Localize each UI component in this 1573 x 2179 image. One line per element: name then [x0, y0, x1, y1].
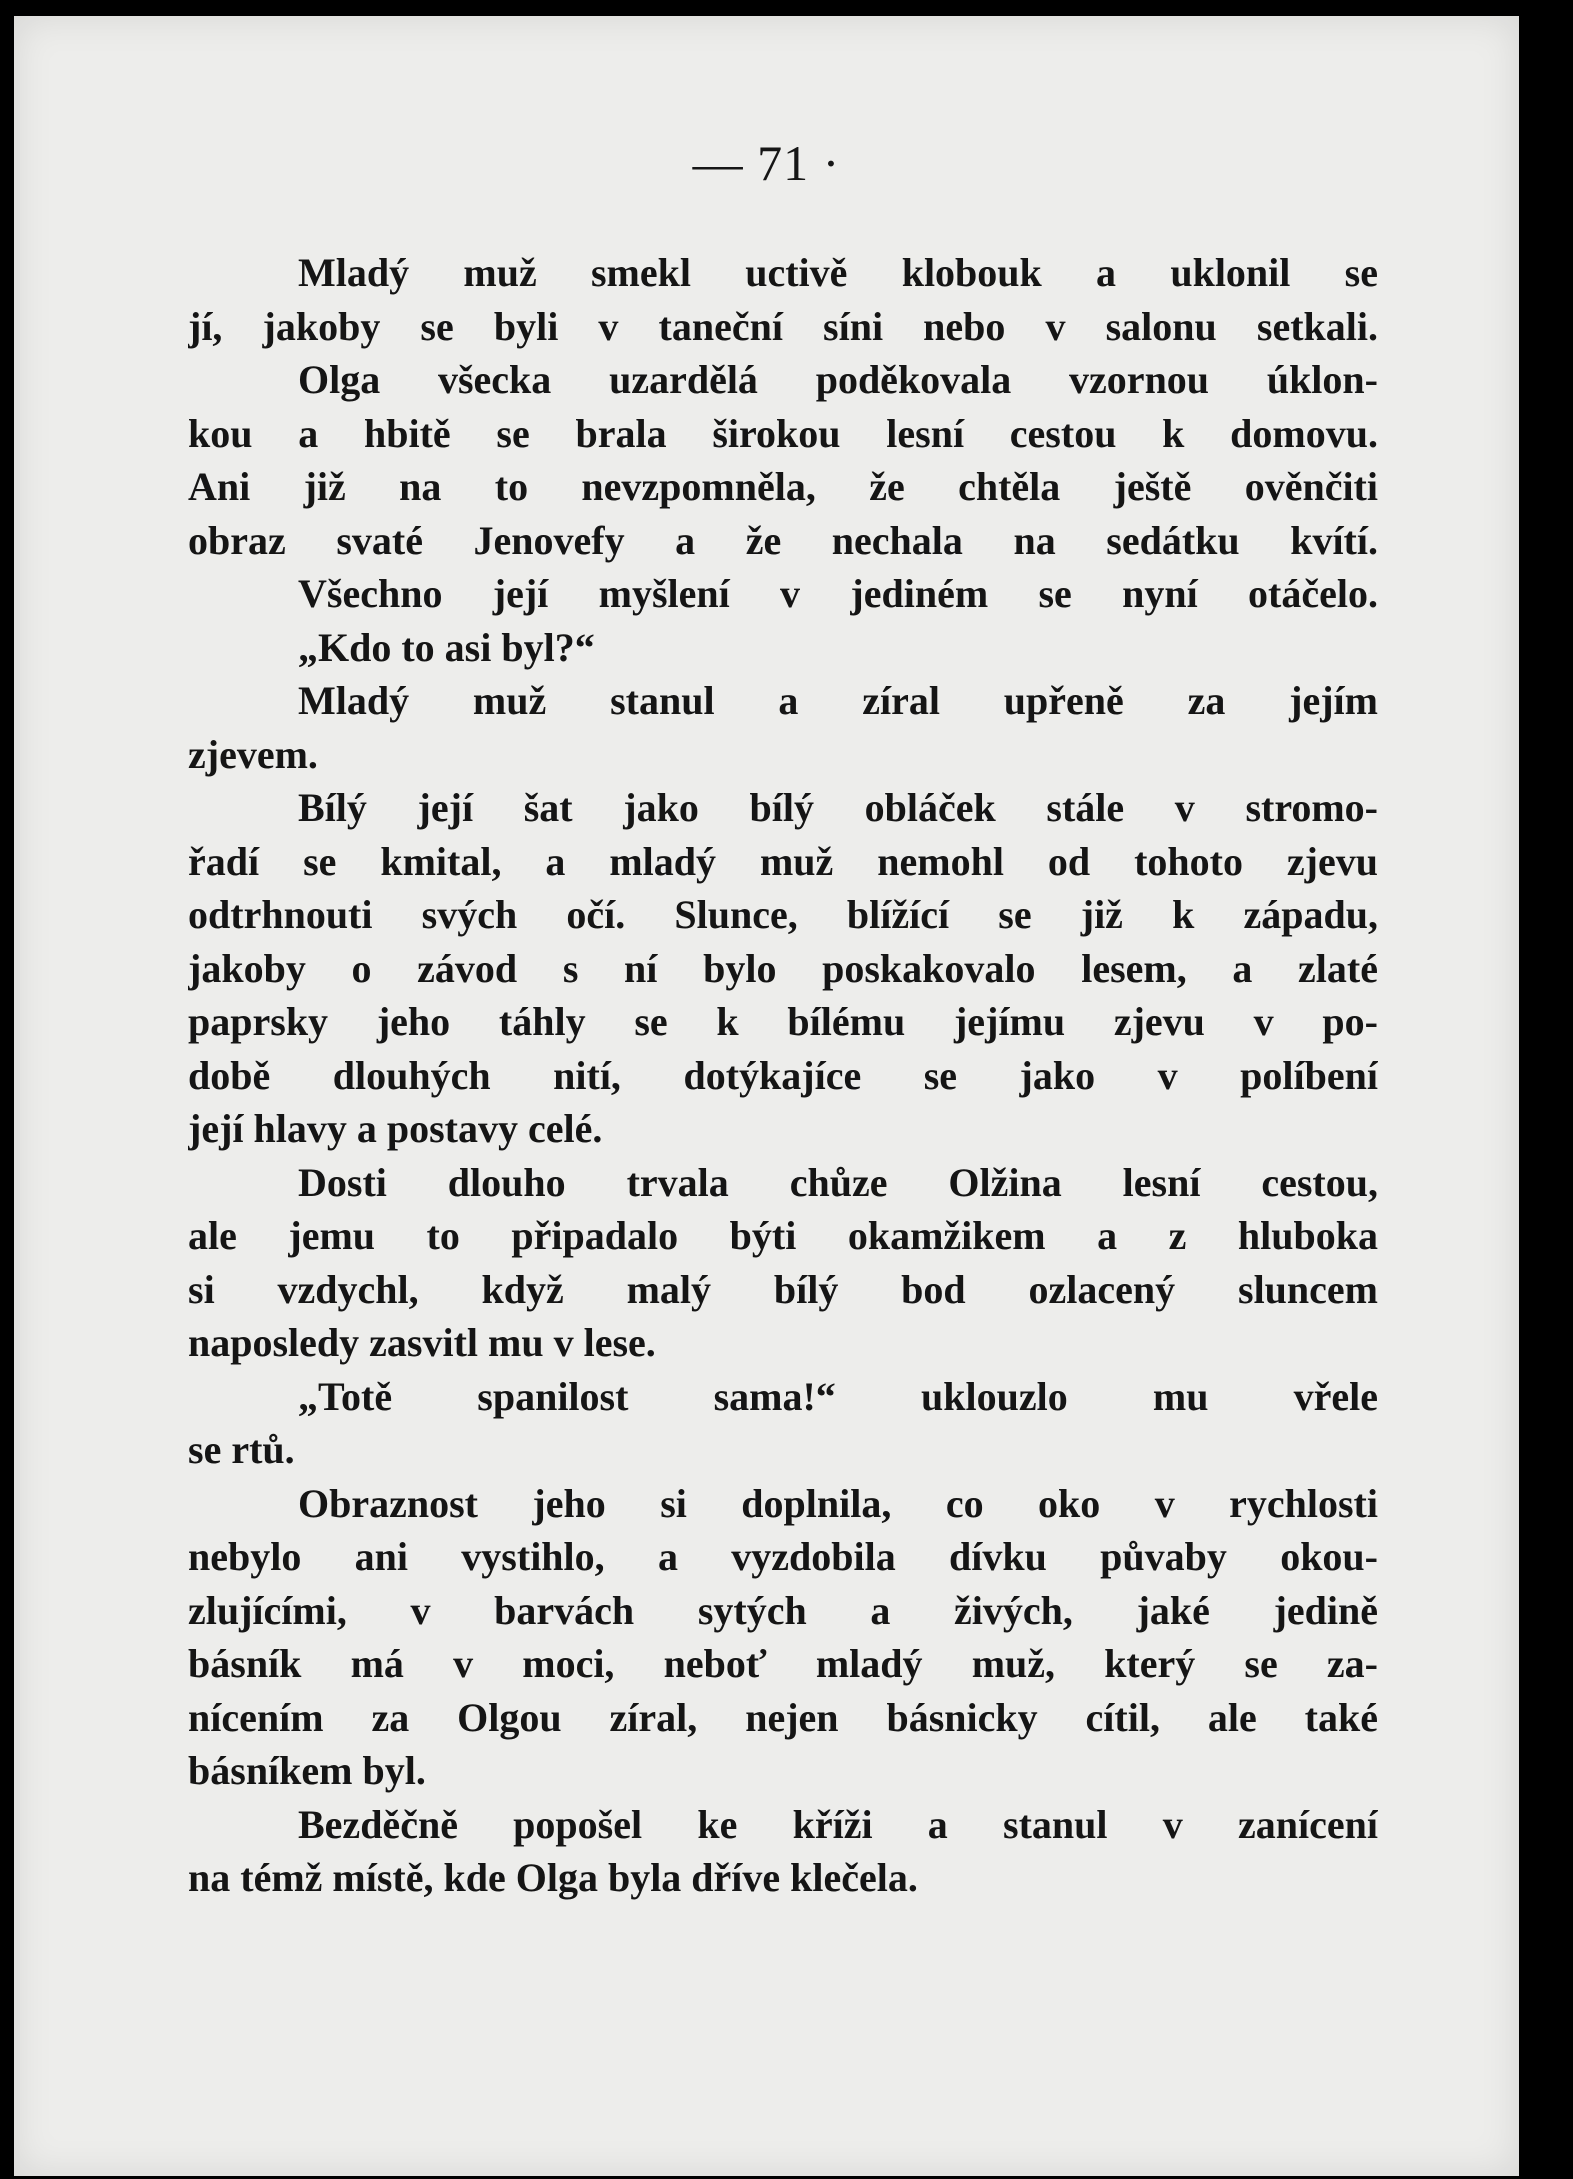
text-line: nebylo ani vystihlo, a vyzdobila dívku půvaby okou- [188, 1534, 1378, 1579]
text-line: Mladý muž stanul a zíral upřeně za jejím [298, 678, 1378, 723]
text-line: Mladý muž smekl uctivě klobouk a uklonil se [298, 250, 1378, 295]
text-line: ale jemu to připadalo býti okamžikem a z hluboka [188, 1213, 1378, 1258]
book-page [14, 16, 1519, 2176]
text-line: na témž místě, kde Olga byla dříve klečela. [188, 1855, 918, 1900]
text-line: Všechno její myšlení v jediném se nyní otáčelo. [298, 571, 1378, 616]
text-line: jí, jakoby se byli v taneční síni nebo v salonu setkali. [188, 303, 1378, 349]
text-line: si vzdychl, když malý bílý bod ozlacený sluncem [188, 1266, 1378, 1312]
text-line: „Totě spanilost sama!“ uklouzlo mu vřele [298, 1373, 1378, 1419]
text-line: zlujícími, v barvách sytých a živých, jaké jedině [188, 1587, 1378, 1633]
text-line: Ani již na to nevzpomněla, že chtěla ještě ověnčiti [188, 464, 1378, 509]
text-line: Bezděčně popošel ke kříži a stanul v zanícení [298, 1801, 1378, 1847]
text-line: její hlavy a postavy celé. [188, 1106, 603, 1151]
text-line: zjevem. [188, 731, 318, 777]
text-line: Bílý její šat jako bílý obláček stále v stromo- [298, 785, 1378, 830]
text-line: paprsky jeho táhly se k bílému jejímu zjevu v po- [188, 999, 1378, 1044]
text-line: Dosti dlouho trvala chůze Olžina lesní cestou, [298, 1159, 1378, 1205]
text-line: době dlouhých nití, dotýkajíce se jako v políbení [188, 1052, 1378, 1098]
text-line: kou a hbitě se brala širokou lesní cestou k domovu. [188, 410, 1378, 456]
text-line: básníkem byl. [188, 1748, 426, 1793]
text-line: „Kdo to asi byl?“ [298, 624, 595, 670]
scan-border [1527, 0, 1573, 2179]
text-line: se rtů. [188, 1427, 295, 1472]
text-line: naposledy zasvitl mu v lese. [188, 1320, 656, 1365]
text-line: odtrhnouti svých očí. Slunce, blížící se již k západu, [188, 892, 1378, 937]
body-text [188, 246, 1378, 1905]
text-line: obraz svaté Jenovefy a že nechala na sedátku kvítí. [188, 517, 1378, 563]
text-line: jakoby o závod s ní bylo poskakovalo lesem, a zlaté [188, 945, 1378, 991]
text-line: Olga všecka uzardělá poděkovala vzornou úklon- [298, 357, 1378, 402]
text-line: řadí se kmital, a mladý muž nemohl od tohoto zjevu [188, 838, 1378, 884]
text-line: básník má v moci, neboť mladý muž, který se za- [188, 1641, 1378, 1686]
page-number: — 71 · [692, 135, 841, 191]
text-line: nícením za Olgou zíral, nejen básnicky cítil, ale také [188, 1694, 1378, 1740]
text-line: Obraznost jeho si doplnila, co oko v rychlosti [298, 1480, 1378, 1526]
